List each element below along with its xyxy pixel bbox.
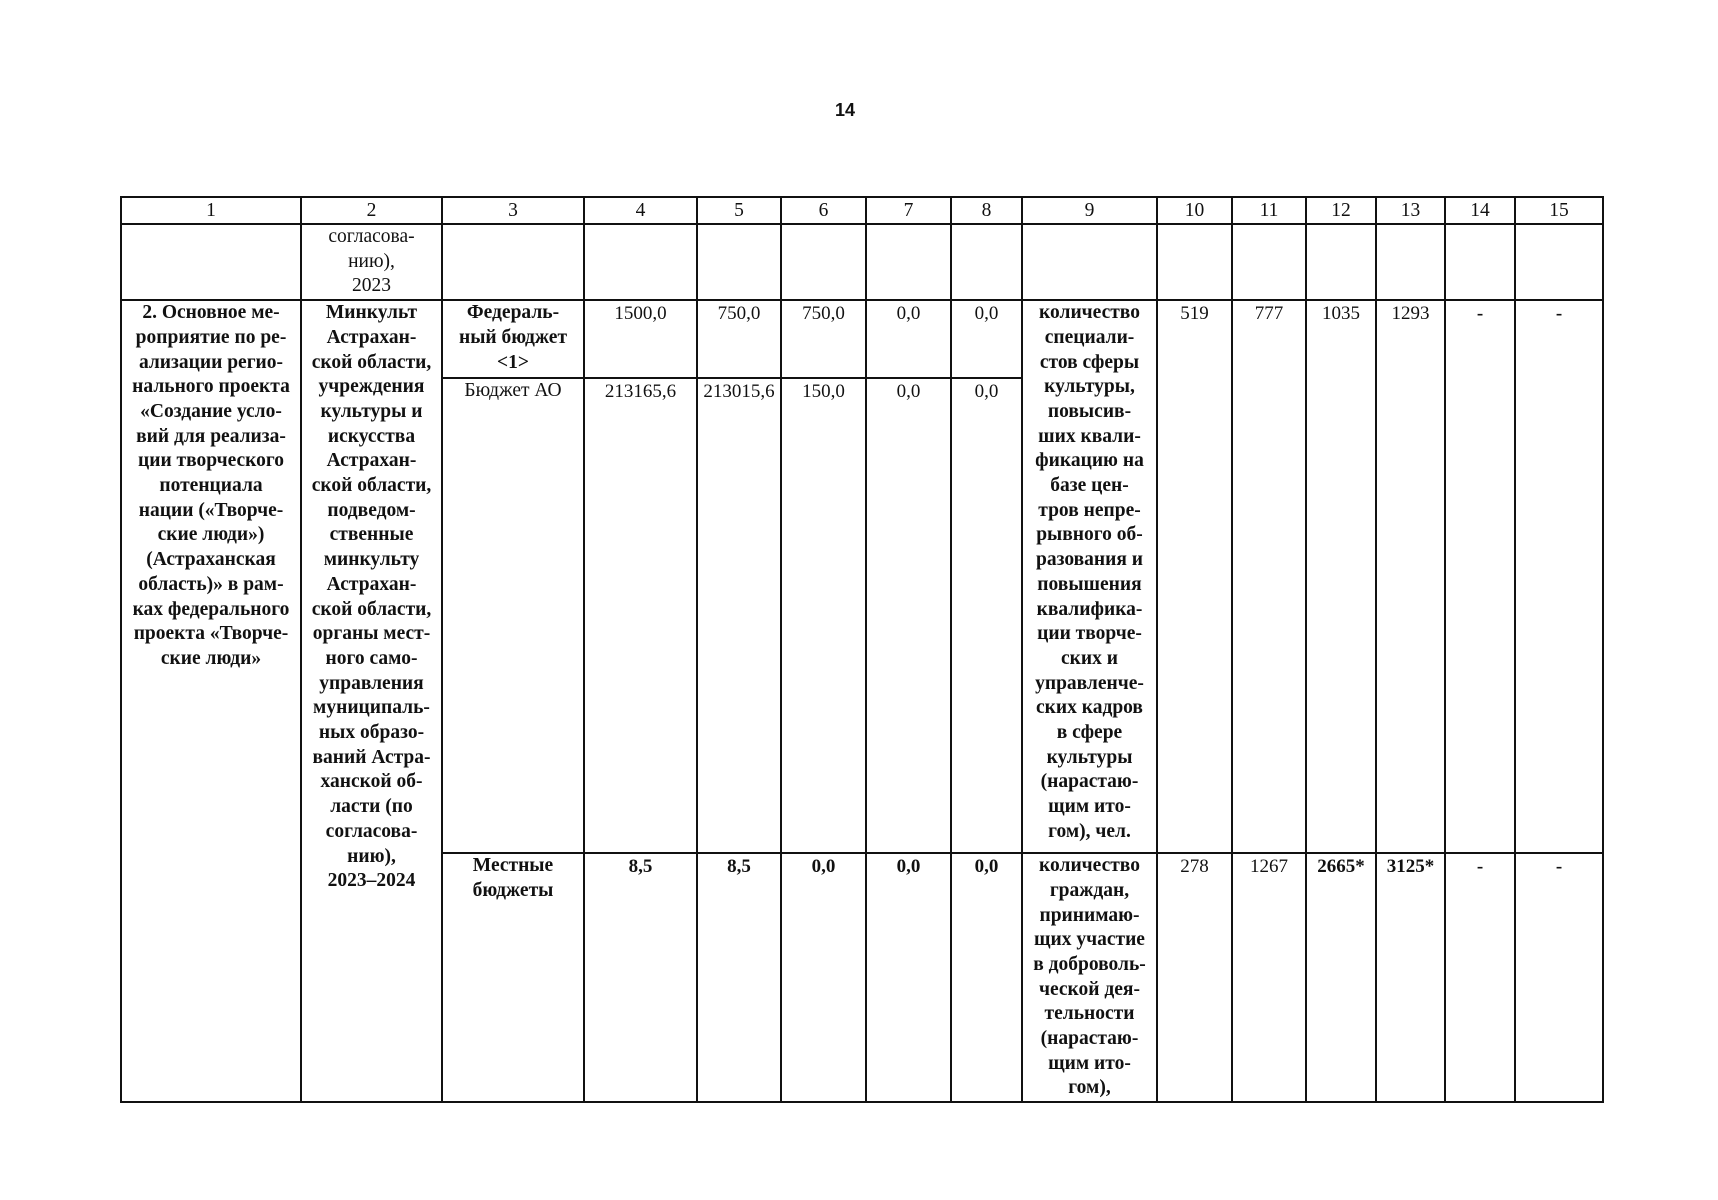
indicator-description: количество специали- стов сферы культуры, повысив- ших квали- фикацию на базе цен- тров непре- рывного об- разования и повышения квалифика- ции творче- ских и управленче- ских кадров в сфере культуры (нарастаю- щим ито- гом), чел. (1022, 300, 1157, 853)
amount-cell: 0,0 (781, 853, 866, 1102)
header-cell: 6 (781, 197, 866, 224)
header-cell: 9 (1022, 197, 1157, 224)
program-table (120, 196, 1604, 1103)
header-cell: 15 (1515, 197, 1603, 224)
indicator-value: - (1515, 853, 1603, 1102)
header-cell: 12 (1306, 197, 1376, 224)
empty-cell (1306, 224, 1376, 300)
indicator-description: количество граждан, принимаю- щих участие в доброволь- ческой дея- тельности (нарастаю- щим ито- гом), (1022, 853, 1157, 1102)
amount-cell: 8,5 (584, 853, 697, 1102)
indicator-value: 278 (1157, 853, 1232, 1102)
amount-cell: 750,0 (697, 300, 781, 378)
amount-cell: 750,0 (781, 300, 866, 378)
indicator-value: 777 (1232, 300, 1306, 853)
empty-cell (697, 224, 781, 300)
empty-cell (781, 224, 866, 300)
empty-cell (1157, 224, 1232, 300)
continuation-row (121, 224, 1603, 300)
empty-cell (442, 224, 584, 300)
header-cell: 13 (1376, 197, 1445, 224)
funding-source: Местные бюджеты (442, 853, 584, 1102)
amount-cell: 213165,6 (584, 378, 697, 853)
empty-cell (866, 224, 951, 300)
indicator-value: 1267 (1232, 853, 1306, 1102)
empty-cell (1376, 224, 1445, 300)
amount-cell: 213015,6 (697, 378, 781, 853)
amount-cell: 0,0 (866, 853, 951, 1102)
activity-name: 2. Основное ме- роприятие по ре- ализации регио- нального проекта «Создание усло- вий для реализа- ции творческого потенциала нации («Творче- ские люди») (Астраханская область)» в рам- ках федерального проекта «Творче- ские люди» (121, 300, 301, 1102)
amount-cell: 0,0 (866, 300, 951, 378)
header-cell: 4 (584, 197, 697, 224)
header-cell: 8 (951, 197, 1022, 224)
amount-cell: 8,5 (697, 853, 781, 1102)
amount-cell: 0,0 (866, 378, 951, 853)
indicator-value: - (1445, 300, 1515, 853)
header-cell: 14 (1445, 197, 1515, 224)
indicator-value: - (1445, 853, 1515, 1102)
indicator-value: 1035 (1306, 300, 1376, 853)
indicator-value: 2665* (1306, 853, 1376, 1102)
header-cell: 5 (697, 197, 781, 224)
header-cell: 1 (121, 197, 301, 224)
amount-cell: 150,0 (781, 378, 866, 853)
amount-cell: 0,0 (951, 300, 1022, 378)
empty-cell (951, 224, 1022, 300)
empty-cell (121, 224, 301, 300)
table-header-row (121, 197, 1603, 224)
responsible-executors: Минкульт Астрахан- ской области, учреждения культуры и искусства Астрахан- ской области, подведом- ственные минкульту Астрахан- ской области, органы мест- ного само- управления муниципаль- ных образо- ваний Астра- ханской об- ласти (по согласова- нию), 2023–2024 (301, 300, 442, 1102)
empty-cell (1232, 224, 1306, 300)
empty-cell (1445, 224, 1515, 300)
header-cell: 3 (442, 197, 584, 224)
indicator-value: 519 (1157, 300, 1232, 853)
page-number: 14 (834, 100, 856, 120)
header-cell: 2 (301, 197, 442, 224)
funding-source: Бюджет АО (442, 378, 584, 853)
amount-cell: 0,0 (951, 853, 1022, 1102)
funding-source: Федераль- ный бюджет <1> (442, 300, 584, 378)
amount-cell: 1500,0 (584, 300, 697, 378)
header-cell: 7 (866, 197, 951, 224)
table-row (121, 300, 1603, 378)
amount-cell: 0,0 (951, 378, 1022, 853)
indicator-value: 1293 (1376, 300, 1445, 853)
empty-cell (1022, 224, 1157, 300)
indicator-value: - (1515, 300, 1603, 853)
header-cell: 11 (1232, 197, 1306, 224)
empty-cell (584, 224, 697, 300)
empty-cell (1515, 224, 1603, 300)
indicator-value: 3125* (1376, 853, 1445, 1102)
header-cell: 10 (1157, 197, 1232, 224)
responsible-continuation: согласова- нию), 2023 (301, 224, 442, 300)
